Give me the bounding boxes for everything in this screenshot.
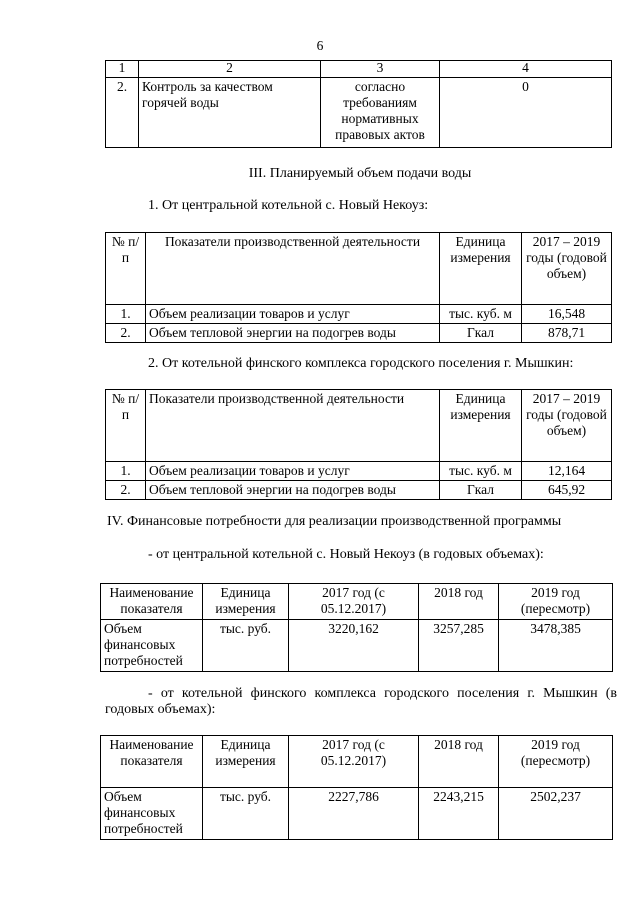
header-cell: Единица измерения (440, 233, 522, 305)
subsection-title: - от котельной финского комплекса городского поселения г. Мышкин (в годовых объемах): (105, 686, 617, 717)
row-number: 2. (106, 78, 139, 148)
row-value-2017: 2227,786 (289, 788, 419, 840)
row-indicator: Объем реализации товаров и услуг (146, 462, 440, 481)
table-row (106, 462, 612, 481)
header-cell: № п/п (106, 233, 146, 305)
row-indicator: Объем тепловой энергии на подогрев воды (146, 481, 440, 500)
header-cell: № п/п (106, 390, 146, 462)
header-cell: 2017 – 2019 годы (годовой объем) (522, 233, 612, 305)
table-row (101, 620, 613, 672)
header-cell: Единица измерения (440, 390, 522, 462)
row-indicator: Объем тепловой энергии на подогрев воды (146, 324, 440, 343)
row-value-2019: 2502,237 (499, 788, 613, 840)
header-cell: 2017 год (с 05.12.2017) (289, 736, 419, 788)
header-cell: 2019 год (пересмотр) (499, 736, 613, 788)
row-name: Объем финансовых потребностей (101, 788, 203, 840)
subsection-title: - от центральной котельной с. Новый Некоуз (в годовых объемах): (148, 547, 544, 562)
row-number: 2. (106, 481, 146, 500)
section-title: IV. Финансовые потребности для реализации производственной программы (107, 514, 562, 529)
row-value-2017: 3220,162 (289, 620, 419, 672)
subsection-title: 2. От котельной финского комплекса городского поселения г. Мышкин: (148, 356, 574, 371)
row-number: 1. (106, 305, 146, 324)
header-cell: 2 (139, 61, 321, 78)
volume-table-myshkin (105, 389, 612, 500)
row-indicator: Объем реализации товаров и услуг (146, 305, 440, 324)
control-table (105, 60, 612, 148)
table-header-row (101, 736, 613, 788)
row-value: 12,164 (522, 462, 612, 481)
header-cell: 2018 год (419, 736, 499, 788)
table-row (101, 788, 613, 840)
row-name: Контроль за качеством горячей воды (139, 78, 321, 148)
header-cell: 1 (106, 61, 139, 78)
row-number: 1. (106, 462, 146, 481)
row-name: Объем финансовых потребностей (101, 620, 203, 672)
row-value: 878,71 (522, 324, 612, 343)
header-cell: Единица измерения (203, 584, 289, 620)
row-unit: тыс. куб. м (440, 462, 522, 481)
table-row (106, 324, 612, 343)
table-row (106, 78, 612, 148)
row-unit: тыс. куб. м (440, 305, 522, 324)
row-value-2018: 3257,285 (419, 620, 499, 672)
finance-table-myshkin (100, 735, 613, 840)
header-cell: Единица измерения (203, 736, 289, 788)
header-cell: 2017 – 2019 годы (годовой объем) (522, 390, 612, 462)
row-unit: тыс. руб. (203, 788, 289, 840)
table-header-row (106, 390, 612, 462)
subsection-title: 1. От центральной котельной с. Новый Некоуз: (148, 198, 429, 213)
finance-table-nekouz (100, 583, 613, 672)
row-number: 2. (106, 324, 146, 343)
header-cell: 3 (321, 61, 440, 78)
header-cell: 2017 год (с 05.12.2017) (289, 584, 419, 620)
header-cell: 4 (440, 61, 612, 78)
row-value-2019: 3478,385 (499, 620, 613, 672)
section-title: III. Планируемый объем подачи воды (248, 166, 472, 181)
row-unit: тыс. руб. (203, 620, 289, 672)
table-header-row (106, 233, 612, 305)
header-cell: Наименование показателя (101, 584, 203, 620)
row-basis: согласно требованиям нормативных правовых актов (321, 78, 440, 148)
row-value: 0 (440, 78, 612, 148)
row-value: 645,92 (522, 481, 612, 500)
header-cell: 2018 год (419, 584, 499, 620)
page-number: 6 (316, 38, 324, 53)
row-unit: Гкал (440, 481, 522, 500)
header-cell: 2019 год (пересмотр) (499, 584, 613, 620)
header-cell: Показатели производственной деятельности (146, 390, 440, 462)
table-header-row (106, 61, 612, 78)
row-unit: Гкал (440, 324, 522, 343)
header-cell: Наименование показателя (101, 736, 203, 788)
row-value-2018: 2243,215 (419, 788, 499, 840)
table-header-row (101, 584, 613, 620)
volume-table-nekouz (105, 232, 612, 343)
row-value: 16,548 (522, 305, 612, 324)
header-cell: Показатели производственной деятельности (146, 233, 440, 305)
table-row (106, 305, 612, 324)
table-row (106, 481, 612, 500)
